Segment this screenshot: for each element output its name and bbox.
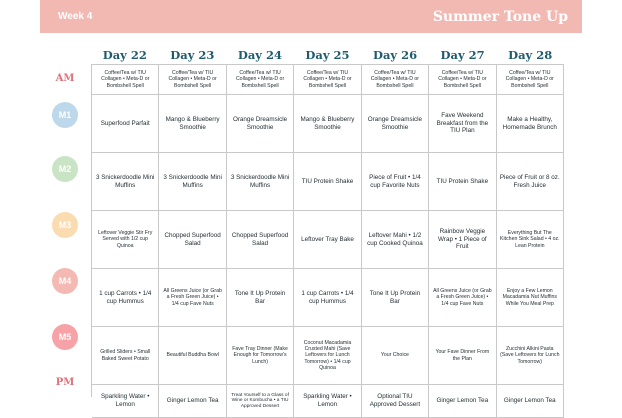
grid-cell: 1 cup Carrots • 1/4 cup Hummus: [294, 269, 361, 327]
grid-cell: Coffee/Tea w/ TIU Collagen • Meta-D or Bombshell Spell: [294, 65, 361, 95]
grid-cell: Treat Yourself to a Glass of Wine or Kombucha • a TIU Approved Dessert: [227, 385, 294, 418]
grid-cell: Leftover Tray Bake: [294, 211, 361, 269]
grid-cell: Chopped Superfood Salad: [227, 211, 294, 269]
grid-cell: Leftover Mahi • 1/2 cup Cooked Quinoa: [362, 211, 429, 269]
grid-cell: Fave Weekend Breakfast from the TIU Plan: [429, 95, 496, 153]
grid-cell: Ginger Lemon Tea: [497, 385, 564, 418]
grid-cell: Piece of Fruit or 8 oz. Fresh Juice: [497, 153, 564, 211]
day-header: Day 26: [372, 48, 418, 62]
grid-cell: Mango & Blueberry Smoothie: [159, 95, 226, 153]
row-label-am: AM: [55, 73, 75, 84]
grid-cell: Chopped Superfood Salad: [159, 211, 226, 269]
grid-cell: Make a Healthy, Homemade Brunch: [497, 95, 564, 153]
grid-cell: Coffee/Tea w/ TIU Collagen • Meta-D or Bombshell Spell: [497, 65, 564, 95]
header-banner: [40, 0, 582, 33]
row-badge-m4: M4: [52, 268, 78, 294]
row-label-m4: [52, 268, 78, 294]
row-label-m1: [52, 102, 78, 128]
grid-cell: Orange Dreamsicle Smoothie: [362, 95, 429, 153]
grid-cell: Tone It Up Protein Bar: [362, 269, 429, 327]
grid-cell: 3 Snickerdoodle Mini Muffins: [159, 153, 226, 211]
row-label-pm: PM: [55, 377, 75, 388]
day-header: Day 24: [237, 48, 282, 62]
row-badge-m1: M1: [52, 102, 78, 128]
grid-cell: Superfood Parfait: [92, 95, 159, 153]
grid-cell: Fave Tray Dinner (Make Enough for Tomorrow's Lunch): [227, 327, 294, 385]
grid-cell: Tone It Up Protein Bar: [227, 269, 294, 327]
row-label-m2: [52, 156, 78, 182]
grid-cell: Your Fave Dinner From the Plan: [429, 327, 496, 385]
row-label-m5: [52, 324, 78, 350]
grid-cell: Mango & Blueberry Smoothie: [294, 95, 361, 153]
meal-plan-grid: [91, 64, 564, 409]
grid-cell: Grilled Sliders • Small Baked Sweet Potato: [92, 327, 159, 385]
row-label-m3: [52, 212, 78, 238]
grid-cell: Coffee/Tea w/ TIU Collagen • Meta-D or Bombshell Spell: [159, 65, 226, 95]
day-header: Day 27: [440, 48, 485, 62]
row-badge-m2: M2: [52, 156, 78, 182]
grid-cell: Leftover Veggie Stir Fry Served with 1/2 cup Quinoa: [92, 211, 159, 269]
grid-cell: Coconut Macadamia Crusted Mahi (Save Leftovers for Lunch Tomorrow) • 1/4 cup Quinoa: [294, 327, 361, 385]
grid-cell: Sparkling Water • Lemon: [294, 385, 361, 418]
day-header: Day 28: [508, 48, 553, 62]
grid-cell: All Greens Juice (or Grab a Fresh Green Juice) • 1/4 cup Fave Nuts: [429, 269, 496, 327]
grid-cell: Sparkling Water • Lemon: [92, 385, 159, 418]
grid-cell: Ginger Lemon Tea: [429, 385, 496, 418]
grid-cell: Piece of Fruit • 1/4 cup Favorite Nuts: [362, 153, 429, 211]
page-title: Summer Tone Up: [432, 8, 568, 25]
grid-cell: Rainbow Veggie Wrap • 1 Piece of Fruit: [429, 211, 496, 269]
grid-cell: Everything But The Kitchen Sink Salad • 4 oz. Lean Protein: [497, 211, 564, 269]
grid-cell: TIU Protein Shake: [294, 153, 361, 211]
grid-cell: Your Choice: [362, 327, 429, 385]
grid-cell: 3 Snickerdoodle Mini Muffins: [92, 153, 159, 211]
row-badge-m3: M3: [52, 212, 78, 238]
grid-cell: Coffee/Tea w/ TIU Collagen • Meta-D or Bombshell Spell: [429, 65, 496, 95]
row-badge-m5: M5: [52, 324, 78, 350]
grid-cell: Enjoy a Few Lemon Macadamia Nut Muffins While You Meal Prep: [497, 269, 564, 327]
grid-cell: Orange Dreamsicle Smoothie: [227, 95, 294, 153]
day-header: Day 22: [102, 48, 147, 62]
day-header: Day 25: [305, 48, 350, 62]
day-header-row: [91, 48, 564, 62]
grid-cell: 1 cup Carrots • 1/4 cup Hummus: [92, 269, 159, 327]
grid-cell: All Greens Juice (or Grab a Fresh Green Juice) • 1/4 cup Fave Nuts: [159, 269, 226, 327]
grid-cell: Ginger Lemon Tea: [159, 385, 226, 418]
grid-cell: Beautiful Buddha Bowl: [159, 327, 226, 385]
grid-cell: Coffee/Tea w/ TIU Collagen • Meta-D or Bombshell Spell: [92, 65, 159, 95]
grid-cell: TIU Protein Shake: [429, 153, 496, 211]
grid-cell: Coffee/Tea w/ TIU Collagen • Meta-D or Bombshell Spell: [362, 65, 429, 95]
day-header: Day 23: [170, 48, 215, 62]
week-label: Week 4: [58, 11, 93, 22]
grid-cell: Zucchini Alkini Pasta (Save Leftovers for Lunch Tomorrow): [497, 327, 564, 385]
grid-cell: Optional TIU Approved Dessert: [362, 385, 429, 418]
grid-cell: Coffee/Tea w/ TIU Collagen • Meta-D or Bombshell Spell: [227, 65, 294, 95]
grid-cell: 3 Snickerdoodle Mini Muffins: [227, 153, 294, 211]
